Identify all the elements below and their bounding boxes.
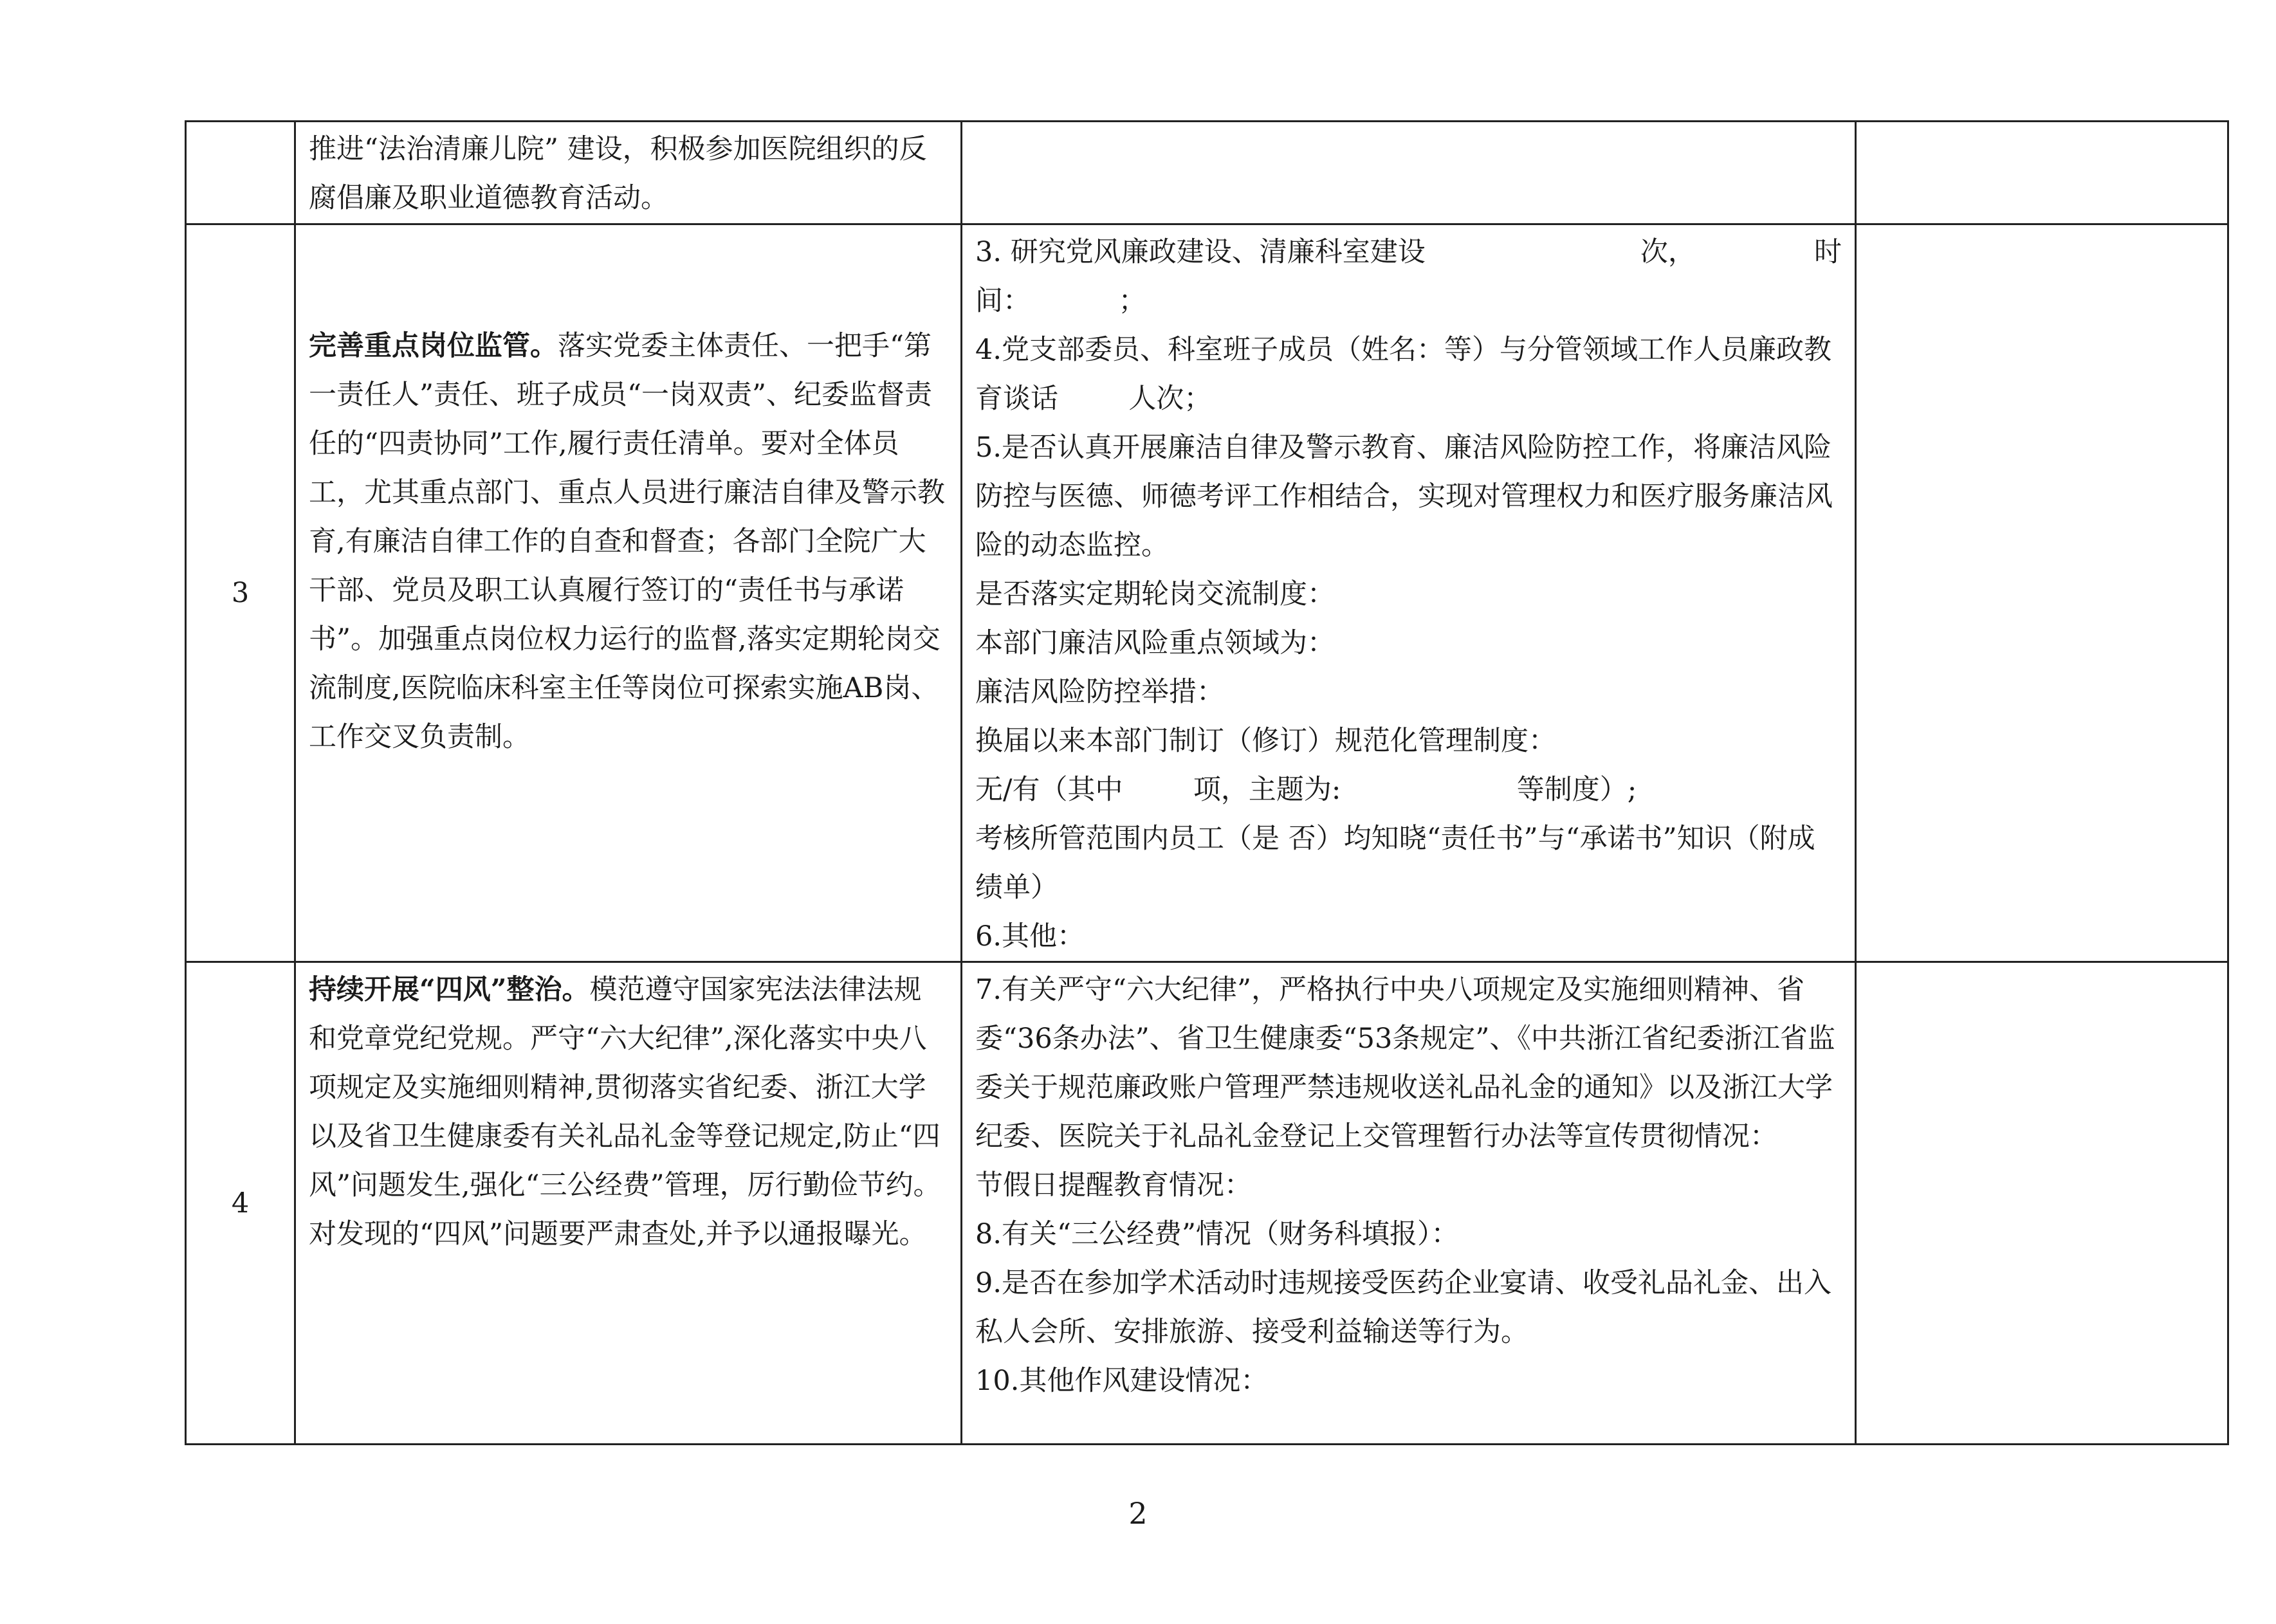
status-line: 间： ； — [975, 285, 1146, 317]
status-line: 5.是否认真开展廉洁自律及警示教育、廉洁风险防控工作，将廉洁风险防控与医德、师德考评工作相结合，实现对管理权力和医疗服务廉洁风险的动态监控。 — [975, 432, 1833, 561]
status-cell — [962, 224, 1856, 962]
row-number-cell — [186, 122, 295, 224]
status-line: 9.是否在参加学术活动时违规接受医药企业宴请、收受礼品礼金、出入私人会所、安排旅游、接受利益输送等行为。 — [975, 1267, 1832, 1348]
status-line — [975, 228, 1842, 277]
requirement-cell — [295, 122, 962, 224]
page-number: 2 — [1128, 1496, 1148, 1531]
table-row — [186, 962, 2228, 1445]
requirement-cell — [295, 224, 962, 962]
status-line-right: 时 — [1813, 236, 1842, 268]
status-line: 本部门廉洁风险重点领域为： — [975, 627, 1335, 659]
row-number-cell: 4 — [186, 962, 295, 1445]
status-cell — [962, 962, 1856, 1445]
row-number-cell: 3 — [186, 224, 295, 962]
requirement-text: 落实党委主体责任、一把手“第一责任人”责任、班子成员“一岗双责”、纪委监督责任的“四责协同”工作,履行责任清单。要对全体员工，尤其重点部门、重点人员进行廉洁自律及警示教育,有廉洁自律工作的自查和督查；各部门全院广大干部、党员及职工认真履行签订的“责任书与承诺书”。加强重点岗位权力运行的监督,落实定期轮岗交流制度,医院临床科室主任等岗位可探索实施AB岗、工作交叉负责制。 — [309, 330, 945, 753]
requirement-text: 模范遵守国家宪法法律法规和党章党纪党规。严守“六大纪律”,深化落实中央八项规定及实施细则精神,贯彻落实省纪委、浙江大学以及省卫生健康委有关礼品礼金等登记规定,防止“四风”问题发生,强化“三公经费”管理，厉行勤俭节约。对发现的“四风”问题要严肃查处,并予以通报曝光。 — [309, 974, 941, 1250]
requirement-text: 推进“法治清廉儿院” 建设，积极参加医院组织的反腐倡廉及职业道德教育活动。 — [309, 133, 927, 214]
status-cell — [962, 122, 1856, 224]
table-row — [186, 224, 2228, 962]
check-cell — [1856, 122, 2228, 224]
status-line: 换届以来本部门制订（修订）规范化管理制度： — [975, 725, 1556, 757]
status-line: 节假日提醒教育情况： — [975, 1169, 1252, 1201]
status-line: 考核所管范围内员工（是 否）均知晓“责任书”与“承诺书”知识（附成绩单） — [975, 823, 1815, 904]
requirement-title: 完善重点岗位监管。 — [309, 330, 558, 362]
requirement-cell — [295, 962, 962, 1445]
status-line-mid: 次， — [1640, 236, 1696, 268]
check-cell — [1856, 224, 2228, 962]
check-cell — [1856, 962, 2228, 1445]
status-line: 8.有关“三公经费”情况（财务科填报）： — [975, 1218, 1459, 1250]
status-line: 是否落实定期轮岗交流制度： — [975, 578, 1335, 610]
status-line: 6.其他： — [975, 920, 1085, 953]
status-line: 无/有（其中 项，主题为: 等制度）; — [975, 774, 1637, 806]
table-row — [186, 122, 2228, 224]
status-line-left: 3. 研究党风廉政建设、清廉科室建设 — [975, 236, 1426, 268]
status-line: 7.有关严守“六大纪律”，严格执行中央八项规定及实施细则精神、省委“36条办法”、省卫生健康委“53条规定”、《中共浙江省纪委浙江省监委关于规范廉政账户管理严禁违规收送礼品礼金的通知》以及浙江大学纪委、医院关于礼品礼金登记上交管理暂行办法等宣传贯彻情况： — [975, 974, 1835, 1153]
status-line: 4.党支部委员、科室班子成员（姓名：等）与分管领域工作人员廉政教育谈话 人次； — [975, 334, 1832, 415]
requirement-title: 持续开展“四风”整治。 — [309, 974, 590, 1006]
status-line: 廉洁风险防控举措： — [975, 676, 1224, 708]
responsibility-table — [185, 120, 2229, 1445]
status-line: 10.其他作风建设情况： — [975, 1365, 1269, 1397]
